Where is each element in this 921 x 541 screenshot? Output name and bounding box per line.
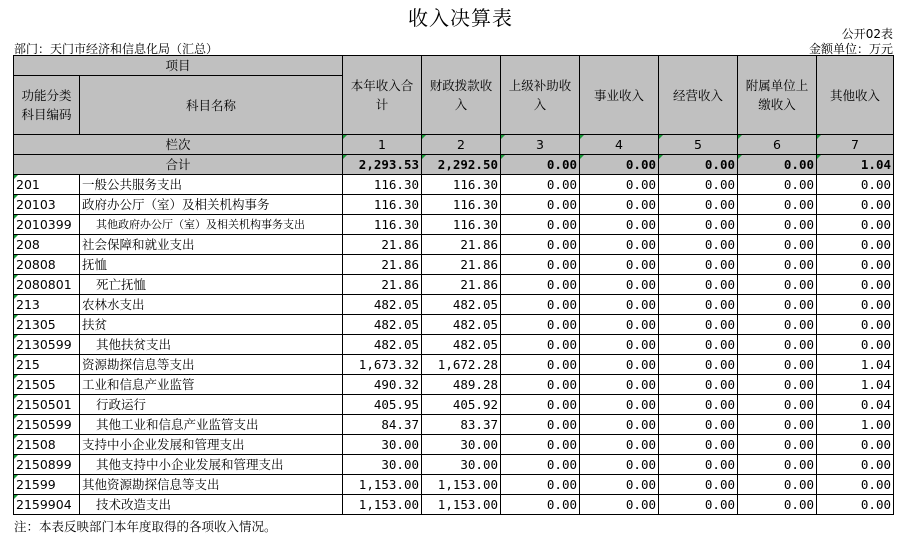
row-value-col2: 482.05: [422, 315, 501, 335]
row-value-col4: 0.00: [580, 455, 659, 475]
form-number: 公开02表: [841, 27, 893, 41]
row-value-col3: 0.00: [501, 175, 580, 195]
row-code: 2150899: [14, 455, 80, 475]
row-value-col4: 0.00: [580, 435, 659, 455]
row-code: 213: [14, 295, 80, 315]
row-value-col3: 0.00: [501, 455, 580, 475]
row-value-col5: 0.00: [659, 495, 738, 515]
row-code: 201: [14, 175, 80, 195]
row-value-col1: 405.95: [343, 395, 422, 415]
row-value-col2: 116.30: [422, 215, 501, 235]
table-row: [14, 455, 894, 475]
row-value-col3: 0.00: [501, 315, 580, 335]
table-row: [14, 295, 894, 315]
row-value-col7: 0.00: [817, 215, 894, 235]
total-row: [14, 155, 894, 175]
row-value-col6: 0.00: [738, 435, 817, 455]
table-row: [14, 315, 894, 335]
row-value-col6: 0.00: [738, 395, 817, 415]
row-value-col2: 482.05: [422, 295, 501, 315]
table-row: [14, 415, 894, 435]
row-value-col4: 0.00: [580, 175, 659, 195]
row-value-col7: 0.00: [817, 495, 894, 515]
row-value-col4: 0.00: [580, 215, 659, 235]
header-col1: 本年收入合计: [343, 56, 422, 135]
row-value-col2: 116.30: [422, 175, 501, 195]
row-value-col7: 0.00: [817, 175, 894, 195]
table-row: [14, 495, 894, 515]
row-value-col1: 482.05: [343, 335, 422, 355]
row-value-col2: 405.92: [422, 395, 501, 415]
row-value-col4: 0.00: [580, 315, 659, 335]
index-cell: 4: [580, 135, 659, 155]
row-code: 2150501: [14, 395, 80, 415]
row-value-col5: 0.00: [659, 275, 738, 295]
row-value-col6: 0.00: [738, 415, 817, 435]
row-value-col3: 0.00: [501, 335, 580, 355]
row-value-col7: 0.00: [817, 335, 894, 355]
row-value-col1: 21.86: [343, 235, 422, 255]
index-cell: 7: [817, 135, 894, 155]
header-code: 功能分类科目编码: [14, 76, 80, 135]
row-value-col5: 0.00: [659, 395, 738, 415]
row-value-col2: 21.86: [422, 275, 501, 295]
row-value-col7: 1.00: [817, 415, 894, 435]
row-value-col4: 0.00: [580, 295, 659, 315]
row-value-col5: 0.00: [659, 455, 738, 475]
row-value-col5: 0.00: [659, 435, 738, 455]
row-name: 其他工业和信息产业监管支出: [80, 415, 343, 435]
row-value-col7: 0.00: [817, 255, 894, 275]
row-value-col4: 0.00: [580, 355, 659, 375]
header-col2: 财政拨款收入: [422, 56, 501, 135]
index-label: 栏次: [14, 135, 343, 155]
row-value-col7: 0.00: [817, 455, 894, 475]
total-value: 1.04: [817, 155, 894, 175]
row-code: 2010399: [14, 215, 80, 235]
row-value-col2: 116.30: [422, 195, 501, 215]
row-value-col2: 30.00: [422, 455, 501, 475]
row-code: 2130599: [14, 335, 80, 355]
table-row: [14, 355, 894, 375]
revenue-table: [13, 55, 894, 515]
table-row: [14, 195, 894, 215]
row-name: 技术改造支出: [80, 495, 343, 515]
row-value-col1: 30.00: [343, 435, 422, 455]
row-value-col6: 0.00: [738, 455, 817, 475]
department-label: 部门：天门市经济和信息化局（汇总）: [14, 42, 219, 56]
row-value-col5: 0.00: [659, 315, 738, 335]
row-value-col2: 21.86: [422, 235, 501, 255]
row-value-col4: 0.00: [580, 335, 659, 355]
row-value-col7: 0.00: [817, 275, 894, 295]
row-value-col4: 0.00: [580, 375, 659, 395]
row-value-col3: 0.00: [501, 255, 580, 275]
row-value-col1: 30.00: [343, 455, 422, 475]
table-row: [14, 375, 894, 395]
row-value-col4: 0.00: [580, 235, 659, 255]
row-value-col6: 0.00: [738, 495, 817, 515]
row-name: 农林水支出: [80, 295, 343, 315]
row-value-col7: 0.00: [817, 435, 894, 455]
row-value-col2: 482.05: [422, 335, 501, 355]
row-value-col5: 0.00: [659, 335, 738, 355]
row-name: 行政运行: [80, 395, 343, 415]
row-value-col7: 0.00: [817, 295, 894, 315]
row-value-col3: 0.00: [501, 375, 580, 395]
row-value-col5: 0.00: [659, 415, 738, 435]
row-value-col1: 84.37: [343, 415, 422, 435]
row-value-col3: 0.00: [501, 215, 580, 235]
row-value-col6: 0.00: [738, 375, 817, 395]
table-row: [14, 235, 894, 255]
row-value-col6: 0.00: [738, 315, 817, 335]
header-col4: 事业收入: [580, 56, 659, 135]
row-value-col1: 482.05: [343, 315, 422, 335]
row-value-col3: 0.00: [501, 275, 580, 295]
total-value: 2,293.53: [343, 155, 422, 175]
table-row: [14, 175, 894, 195]
header-col5: 经营收入: [659, 56, 738, 135]
row-value-col1: 490.32: [343, 375, 422, 395]
row-value-col5: 0.00: [659, 295, 738, 315]
row-code: 21508: [14, 435, 80, 455]
row-value-col4: 0.00: [580, 415, 659, 435]
row-value-col3: 0.00: [501, 195, 580, 215]
row-name: 支持中小企业发展和管理支出: [80, 435, 343, 455]
index-cell: 5: [659, 135, 738, 155]
index-cell: 3: [501, 135, 580, 155]
row-name: 扶贫: [80, 315, 343, 335]
row-value-col5: 0.00: [659, 235, 738, 255]
index-cell: 1: [343, 135, 422, 155]
row-value-col6: 0.00: [738, 235, 817, 255]
row-value-col6: 0.00: [738, 175, 817, 195]
row-name: 工业和信息产业监管: [80, 375, 343, 395]
table-row: [14, 275, 894, 295]
row-value-col6: 0.00: [738, 195, 817, 215]
row-value-col7: 0.00: [817, 475, 894, 495]
row-value-col2: 1,672.28: [422, 355, 501, 375]
row-value-col7: 0.00: [817, 315, 894, 335]
row-value-col7: 1.04: [817, 375, 894, 395]
header-col7: 其他收入: [817, 56, 894, 135]
table-row: [14, 215, 894, 235]
row-value-col1: 116.30: [343, 195, 422, 215]
row-code: 20103: [14, 195, 80, 215]
row-name: 其他政府办公厅（室）及相关机构事务支出: [80, 215, 343, 235]
index-cell: 6: [738, 135, 817, 155]
header-col3: 上级补助收入: [501, 56, 580, 135]
row-value-col7: 0.00: [817, 235, 894, 255]
row-value-col2: 30.00: [422, 435, 501, 455]
table-row: [14, 255, 894, 275]
row-value-col3: 0.00: [501, 295, 580, 315]
row-value-col5: 0.00: [659, 375, 738, 395]
row-code: 21305: [14, 315, 80, 335]
row-value-col4: 0.00: [580, 395, 659, 415]
row-value-col5: 0.00: [659, 175, 738, 195]
row-value-col5: 0.00: [659, 255, 738, 275]
row-value-col6: 0.00: [738, 255, 817, 275]
total-value: 0.00: [580, 155, 659, 175]
row-value-col1: 1,673.32: [343, 355, 422, 375]
row-code: 2150599: [14, 415, 80, 435]
index-row: [14, 135, 894, 155]
total-value: 2,292.50: [422, 155, 501, 175]
row-value-col3: 0.00: [501, 475, 580, 495]
row-value-col3: 0.00: [501, 235, 580, 255]
row-value-col1: 21.86: [343, 255, 422, 275]
row-code: 20808: [14, 255, 80, 275]
row-value-col1: 1,153.00: [343, 475, 422, 495]
row-value-col1: 116.30: [343, 215, 422, 235]
row-value-col5: 0.00: [659, 475, 738, 495]
row-code: 2080801: [14, 275, 80, 295]
row-value-col3: 0.00: [501, 415, 580, 435]
row-value-col2: 21.86: [422, 255, 501, 275]
row-value-col6: 0.00: [738, 215, 817, 235]
row-value-col4: 0.00: [580, 255, 659, 275]
row-value-col1: 1,153.00: [343, 495, 422, 515]
row-name: 其他扶贫支出: [80, 335, 343, 355]
row-code: 21599: [14, 475, 80, 495]
total-label: 合计: [14, 155, 343, 175]
row-name: 资源勘探信息等支出: [80, 355, 343, 375]
row-value-col4: 0.00: [580, 475, 659, 495]
row-value-col1: 116.30: [343, 175, 422, 195]
row-value-col6: 0.00: [738, 475, 817, 495]
row-value-col5: 0.00: [659, 215, 738, 235]
row-name: 社会保障和就业支出: [80, 235, 343, 255]
row-value-col7: 0.04: [817, 395, 894, 415]
row-value-col5: 0.00: [659, 355, 738, 375]
row-value-col2: 489.28: [422, 375, 501, 395]
row-code: 215: [14, 355, 80, 375]
page-title: 收入决算表: [408, 6, 513, 30]
row-value-col3: 0.00: [501, 355, 580, 375]
row-value-col2: 1,153.00: [422, 475, 501, 495]
index-cell: 2: [422, 135, 501, 155]
row-value-col1: 482.05: [343, 295, 422, 315]
row-value-col4: 0.00: [580, 495, 659, 515]
row-value-col2: 83.37: [422, 415, 501, 435]
row-name: 其他支持中小企业发展和管理支出: [80, 455, 343, 475]
header-col6: 附属单位上缴收入: [738, 56, 817, 135]
row-code: 21505: [14, 375, 80, 395]
row-value-col7: 1.04: [817, 355, 894, 375]
row-name: 其他资源勘探信息等支出: [80, 475, 343, 495]
footnote: 注：本表反映部门本年度取得的各项收入情况。: [14, 519, 277, 534]
total-value: 0.00: [659, 155, 738, 175]
row-value-col6: 0.00: [738, 275, 817, 295]
unit-label: 金额单位：万元: [808, 42, 893, 56]
row-value-col3: 0.00: [501, 395, 580, 415]
row-value-col7: 0.00: [817, 195, 894, 215]
table-row: [14, 395, 894, 415]
row-value-col4: 0.00: [580, 195, 659, 215]
row-code: 2159904: [14, 495, 80, 515]
row-value-col1: 21.86: [343, 275, 422, 295]
row-name: 政府办公厅（室）及相关机构事务: [80, 195, 343, 215]
total-value: 0.00: [738, 155, 817, 175]
row-name: 死亡抚恤: [80, 275, 343, 295]
row-value-col2: 1,153.00: [422, 495, 501, 515]
table-row: [14, 435, 894, 455]
header-name: 科目名称: [80, 76, 343, 135]
row-value-col3: 0.00: [501, 495, 580, 515]
row-value-col6: 0.00: [738, 355, 817, 375]
total-value: 0.00: [501, 155, 580, 175]
row-code: 208: [14, 235, 80, 255]
row-value-col3: 0.00: [501, 435, 580, 455]
row-value-col5: 0.00: [659, 195, 738, 215]
table-row: [14, 475, 894, 495]
row-name: 一般公共服务支出: [80, 175, 343, 195]
row-value-col4: 0.00: [580, 275, 659, 295]
row-name: 抚恤: [80, 255, 343, 275]
table-row: [14, 335, 894, 355]
row-value-col6: 0.00: [738, 295, 817, 315]
header-item: 项目: [14, 56, 343, 76]
row-value-col6: 0.00: [738, 335, 817, 355]
